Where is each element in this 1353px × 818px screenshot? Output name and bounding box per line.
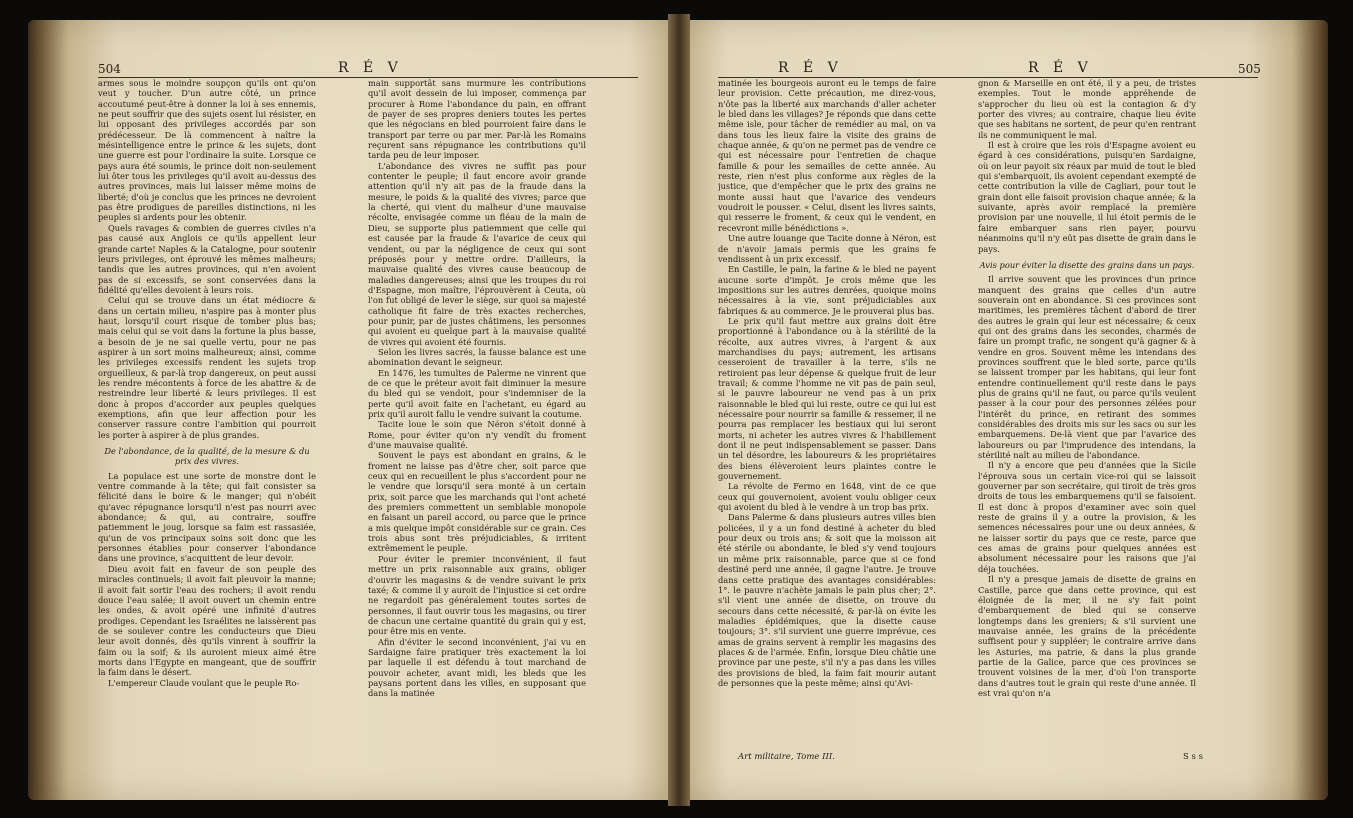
paragraph: En Castille, le pain, la farine & le bled ne payent aucune sorte d'impôt. Je crois même que les impositions sur les autres denrées, quoique moins nécessaires à la vie, sont préjudiciables aux fabriques & au commerce. Je le prouverai plus bas. xyxy=(718,264,936,316)
paragraph: matinée les bourgeois auront eu le temps de faire leur provision. Cette précaution, me direz-vous, n'ôte pas la liberté aux marchands d'aller acheter le bled dans les villages? Je réponds que dans cette même isle, pour tâcher de remédier au mal, on va dans tous les lieux faire la visite des grains de chaque année, & qu'on ne permet pas de vendre ce qui est nécessaire pour l'entretien de chaque famille & pour les semailles de cette année. Au reste, rien n'est plus conforme aux règles de la justice, que d'empêcher que le prix des grains ne monte aussi haut que l'avarice des vendeurs voudroit le pousser. « Celui, disent les livres saints, qui resserre le froment, & ceux qui le vendent, en recevront mille bénédictions ». xyxy=(718,78,936,233)
right-page-column-2 xyxy=(978,78,1196,748)
paragraph: L'empereur Claude voulant que le peuple Ro- xyxy=(108,677,300,688)
paragraph: Une autre louange que Tacite donne à Néron, est de n'avoir jamais permis que les grains fe vendissent à un prix excessif. xyxy=(718,233,936,264)
paragraph: Il est à croire que les rois d'Espagne avoient eu égard à ces considérations, puisqu'en Sardaigne, où on leur payoit six réaux par muid de tout le bled qui s'embarquoit, ils avoient cependant exempté de cette contribution la ville de Cagliari, pour tout le grain dont elle faisoit provision chaque année; & la suivante, après avoir remplacé la première provision par une nouvelle, il lui étoit permis de le faire embarquer sans rien payer, pourvu néanmoins qu'il n'y eût pas disette de grain dans le pays. xyxy=(978,140,1196,254)
paragraph: gnon & Marseille en ont été, il y a peu, de tristes exemples. Tout le monde appréhende de s'approcher du lieu où est la contagion & d'y porter des vivres; au contraire, chaque lieu évite que ses habitans ne sortent, de peur qu'en rentrant ils ne communiquent le mal. xyxy=(978,78,1196,140)
paragraph: Il arrive souvent que les provinces d'un prince manquent des grains que celles d'un autre souverain ont en abondance. Si ces provinces sont maritimes, les premières tâchent d'abord de tirer des autres le grain qui leur est nécessaire; & ceux qui ont des grains dans les secondes, charmés de faire un prompt trafic, ne songent qu'à gagner & à vendre en gros. Souvent même les intendans des provinces souffrent que le bled sorte, parce qu'ils se laissent tromper par les habitans, qui leur font entendre continuellement qu'il reste dans le pays plus de grains qu'il ne faut, ou parce qu'ils veulent passer à la cour pour des personnes zélées pour l'intérêt du prince, en retirant des sommes considérables des droits mis sur les sacs ou sur les embarquemens. De-là vient que par l'avarice des laboureurs ou par l'imprudence des intendans, la stérilité naît au milieu de l'abondance. xyxy=(978,274,1196,461)
left-page-column-2 xyxy=(368,78,586,768)
running-head-left: R É V xyxy=(338,60,403,76)
paragraph: Tacite loue le soin que Néron s'étoit donné à Rome, pour éviter qu'on n'y vendît du froment d'une mauvaise qualité. xyxy=(368,419,586,451)
open-book xyxy=(28,14,1328,806)
paragraph: armes sous le moindre soupçon qu'ils ont qu'on veut y toucher. D'un autre côté, un prince accoutumé peut-être à donner la loi à ses ennemis, ne peut souffrir que des sujets osent lui résister, en lui opposant des privileges accordés par son prédécesseur. De là commencent à naître la mésintelligence entre le prince & les sujets, dont une guerre est pour l'ordinaire la suite. Lorsque ce pays aura été soumis, le prince doit non-seulement lui ôter tous les privileges qu'il avoit au-dessus des autres provinces, mais lui laisser même moins de liberté; d'où je conclus que les princes ne devroient pas être prodigues de pareilles distinctions, ni les peuples si ardents pour les obtenir. xyxy=(98,78,316,223)
paragraph: Le prix qu'il faut mettre aux grains doit être proportionné à l'abondance ou à la stérilité de la récolte, aux autres vivres, à l'argent & aux marchandises du pays; autrement, les artisans cesseroient de travailler à la terre, s'ils ne retiroient pas leur dépense & quelque fruit de leur travail; & comme l'homme ne vit pas de pain seul, si le pauvre laboureur ne vend pas à un prix raisonnable le bled qui lui reste, outre ce qui lui est nécessaire pour nourrir sa famille & ressemer, il ne pourra pas remplacer les bestiaux qui lui seront morts, ni acheter les autres vivres & l'habillement dont il ne peut indispensablement se passer. Dans un tel désordre, les laboureurs & les propriétaires des biens élèveroient leurs plaintes contre le gouvernement. xyxy=(718,315,936,482)
left-page xyxy=(28,20,678,800)
paragraph: Dans Palerme & dans plusieurs autres villes bien policées, il y a un fond destiné à acheter du bled pour deux ou trois ans; & soit que la moisson ait été stérile ou abondante, le bled s'y vend toujours un même prix raisonnable, parce que si ce fond destiné perd une année, il gagne l'autre. Je trouve dans cette pratique des avantages considérables: 1°. le pauvre n'achète jamais le pain plus cher; 2°. s'il vient une année de disette, on trouve du secours dans cette nécessité, & par-là on évite les maladies épidémiques, que la disette cause toujours; 3°. s'il survient une guerre imprévue, ces amas de grains servent à remplir les magasins des places & de l'armée. Enfin, lorsque Dieu châtie une province par une peste, s'il n'y a pas dans les villes des provisions de bled, la faim fait mourir autant de personnes que la peste même; ainsi qu'Avi- xyxy=(718,512,936,688)
right-page xyxy=(678,20,1328,800)
paragraph: Pour éviter le premier inconvénient, il faut mettre un prix raisonnable aux grains, obliger d'ouvrir les magasins & de vendre suivant le prix taxé; & comme il y auroit de l'injustice si cet ordre ne regardoit pas généralement toutes sortes de personnes, il faut ouvrir tous les magasins, ou tirer de chacun une certaine quantité du grain qui y est, pour être mis en vente. xyxy=(368,553,586,637)
paragraph: Il n'y a encore que peu d'années que la Sicile l'éprouva sous un certain vice-roi qui se laissoit gouverner par son secrétaire, qui tiroit de très gros droits de tous les embarquemens qu'il se faisoient. Il est donc à propos d'examiner avec soin quel reste de grains il y a outre la provision, & les semences nécessaires pour une ou deux années, & ne laisser sortir du pays que ce reste, parce que ces amas de grains pour quelques années est absolument nécessaire pour les raisons que j'ai déja touchées. xyxy=(978,460,1196,574)
paragraph: La populace est une sorte de monstre dont le ventre commande à la tête; qui fait consister sa félicité dans le boire & le manger; qui n'obéit qu'avec répugnance lorsqu'il n'est pas nourri avec abondance; & qui, au contraire, souffre patiemment le joug, lorsque sa faim est rassasiée, qu'un de vos principaux soins soit donc que les personnes établies pour conserver l'abondance dans une province, s'acquittent de leur devoir. xyxy=(98,470,316,564)
section-heading: Avis pour éviter la disette des grains dans un pays. xyxy=(979,259,1195,270)
paragraph: Souvent le pays est abondant en grains, & le froment ne laisse pas d'être cher, soit parce que ceux qui en recueillent le plus s'accordent pour ne le vendre que lorsqu'il sera monté à un certain prix, soit parce que les marchands qui l'ont acheté des premiers commettent un semblable monopole en faisant un pareil accord, ou parce que le prince a mis quelque impôt considérable sur ce grain. Ces trois abus sont très préjudiciables, & irritent extrêmement le peuple. xyxy=(368,450,586,554)
paragraph: Afin d'éviter le second inconvénient, j'ai vu en Sardaigne faire pratiquer très exactement la loi par laquelle il est défendu à tout marchand de pouvoir acheter, avant midi, les bleds que les paysans portent dans les villes, en supposant que dans la matinée xyxy=(368,636,586,699)
page-number-right: 505 xyxy=(1238,62,1261,76)
paragraph: L'abondance des vivres ne suffit pas pour contenter le peuple; il faut encore avoir grande attention qu'il n'y ait pas de la fraude dans la mesure, le poids & la qualité des vivres; parce que la cherté, qui vient du malheur d'une mauvaise récolte, envisagée comme un fléau de la main de Dieu, se supporte plus patiemment que celle qui est causée par la fraude & l'avarice de ceux qui vendent, ou par la négligence de ceux qui sont préposés pour y mettre ordre. D'ailleurs, la mauvaise qualité des vivres cause beaucoup de maladies dangereuses; ainsi que les troupes du roi d'Espagne, mon maître, l'éprouvèrent à Ceuta, où l'on fut obligé de lever le siège, sur quoi sa majesté catholique fit faire de très exactes recherches, pour punir, par de justes châtimens, les personnes qui avoient eu quelque part à la mauvaise qualité de vivres qui avoient été fournis. xyxy=(368,160,586,347)
paragraph: La révolte de Fermo en 1648, vint de ce que ceux qui gouvernoient, avoient voulu obliger ceux qui avoient du bled à le vendre à un trop bas prix. xyxy=(718,481,936,513)
signature-mark: S s s xyxy=(1183,752,1203,762)
page-number-left: 504 xyxy=(98,62,121,76)
left-page-column-1 xyxy=(98,78,316,768)
paragraph: En 1476, les tumultes de Palerme ne vinrent que de ce que le préteur avoit fait diminuer la mesure du bled qui se vendoit, pour s'indemniser de la perte qu'il avoit faite en l'achetant, eu égard au prix qu'il auroit fallu le vendre suivant la coutume. xyxy=(368,367,586,419)
right-page-column-1 xyxy=(718,78,936,748)
paragraph: Quels ravages & combien de guerres civiles n'a pas causé aux Anglois ce qu'ils appellent leur grande carte! Naples & la Catalogne, pour soutenir leurs privileges, ont éprouvé les mêmes malheurs; tandis que les autres provinces, qui n'en avoient pas de si excessifs, se sont conservées dans la fidélité qu'elles devoient à leurs rois. xyxy=(98,222,316,295)
paragraph: Selon les livres sacrés, la fausse balance est une abomination devant le seigneur. xyxy=(368,346,586,368)
book-gutter xyxy=(668,14,690,806)
running-head-right-col1: R É V xyxy=(778,60,843,76)
paragraph: Dieu avoit fait en faveur de son peuple des miracles continuels; il avoit fait pleuvoir la manne; il avoit fait sortir l'eau des rochers; il avoit rendu douce l'eau salée; il avoit ouvert un chemin entre les ondes, & avoit opéré une infinité d'autres prodiges. Cependant les Israélites ne laissèrent pas de se soulever contre les conducteurs que Dieu leur avoit donnés, dès qu'ils vinrent à souffrir la faim ou la soif; & ils auroient mieux aimé être morts dans l'Egypte en mangeant, que de souffrir la faim dans le désert. xyxy=(98,563,316,678)
footer-title: Art militaire, Tome III. xyxy=(738,752,835,762)
paragraph: Il n'y a presque jamais de disette de grains en Castille, parce que dans cette province, qui est éloignée de la mer, il ne s'y fait point d'embarquement de bled qui se conserve longtemps dans les greniers; & s'il survient une mauvaise année, les grains de la précédente suffisent pour y suppléer; le contraire arrive dans les Asturies, ma patrie, & dans la plus grande partie de la Galice, parce que ces provinces se trouvent voisines de la mer, d'où l'on transporte dans d'autres tout le grain qui reste d'une année. Il est vrai qu'on n'a xyxy=(978,574,1196,698)
section-heading: De l'abondance, de la qualité, de la mesure & du prix des vivres. xyxy=(104,446,310,467)
paragraph: Celui qui se trouve dans un état médiocre & dans un certain milieu, n'aspire pas à monter plus haut, lorsqu'il court risque de tomber plus bas; mais celui qui se voit dans la fortune la plus basse, a besoin de je ne sai quelle vertu, pour ne pas aspirer à un sort moins malheureux; ainsi, comme les privileges excessifs rendent les sujets trop orgueilleux, & par-là trop dangereux, on peut aussi les rendre mécontents à force de les abattre & de restreindre leur liberté & leurs privileges. Il est donc à propos d'accorder aux peuples quelques exemptions, afin que leur affection pour les conserver rassure contre l'ambition qui pourroit les porter à aspirer à de plus grandes. xyxy=(98,295,316,440)
running-head-right-col2: R É V xyxy=(1028,60,1093,76)
paragraph: main supportât sans murmure les contributions qu'il avoit dessein de lui imposer, commença par procurer à Rome l'abondance du pain, en offrant de payer de ses propres deniers toutes les pertes que les négocians en bled pourroient faire dans le transport par terre ou par mer. Par-là les Romains reçurent sans répugnance les contributions qu'il tarda peu de leur imposer. xyxy=(368,78,586,161)
